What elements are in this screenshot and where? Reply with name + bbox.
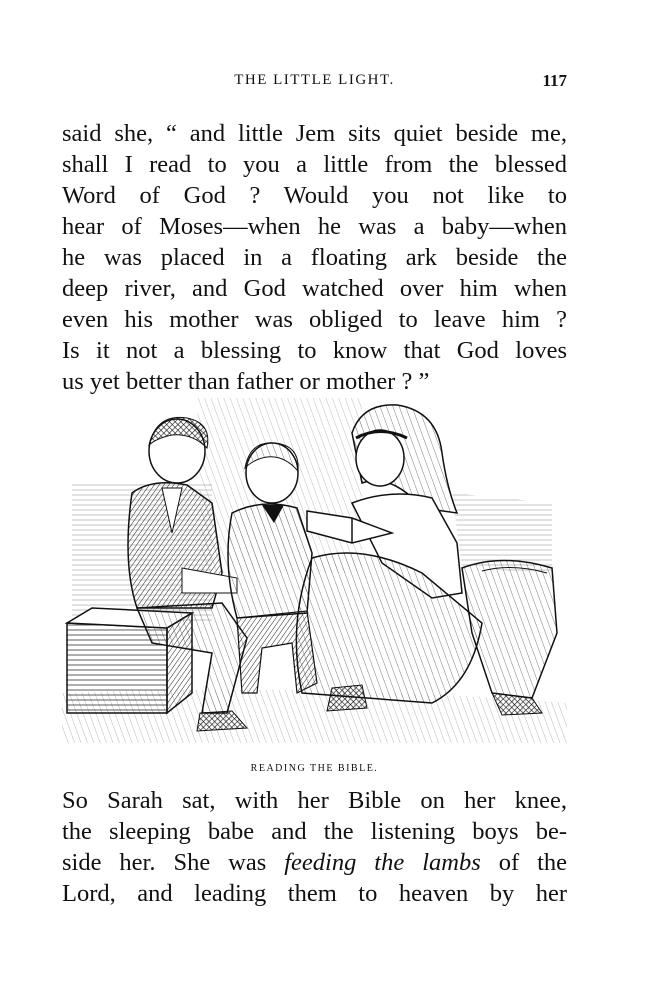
text-line-with-italic — [62, 847, 567, 878]
paragraph-2 — [62, 785, 567, 909]
text-line: said she, “ and little Jem sits quiet beside me, — [62, 120, 567, 147]
paragraph-1 — [62, 118, 567, 397]
text-line: Is it not a blessing to know that God loves — [62, 337, 567, 364]
cradle — [462, 561, 557, 716]
page-header — [62, 72, 567, 96]
text-line: Word of God ? Would you not like to — [62, 182, 567, 209]
italic-phrase: feeding the lambs — [284, 849, 481, 876]
text-line: even his mother was obliged to leave him ? — [62, 306, 567, 333]
text-segment: side her. She was — [62, 849, 285, 876]
engraving-illustration — [62, 393, 567, 753]
text-segment: of the — [480, 849, 568, 876]
text-line: us yet better than father or mother ? ” — [62, 368, 430, 395]
figure-caption: READING THE BIBLE. — [250, 763, 379, 774]
text-line: hear of Moses—when he was a baby—when — [62, 213, 567, 240]
text-line: So Sarah sat, with her Bible on her knee, — [62, 787, 567, 814]
running-head: THE LITTLE LIGHT. — [234, 72, 395, 88]
text-line: the sleeping babe and the listening boys be- — [62, 818, 567, 845]
text-line: shall I read to you a little from the blessed — [62, 151, 567, 178]
text-line: he was placed in a floating ark beside the — [62, 244, 567, 271]
illustration — [62, 393, 567, 753]
text-line: deep river, and God watched over him when — [62, 275, 567, 302]
text-line: Lord, and leading them to heaven by her — [62, 880, 567, 907]
page-number: 117 — [542, 71, 567, 90]
